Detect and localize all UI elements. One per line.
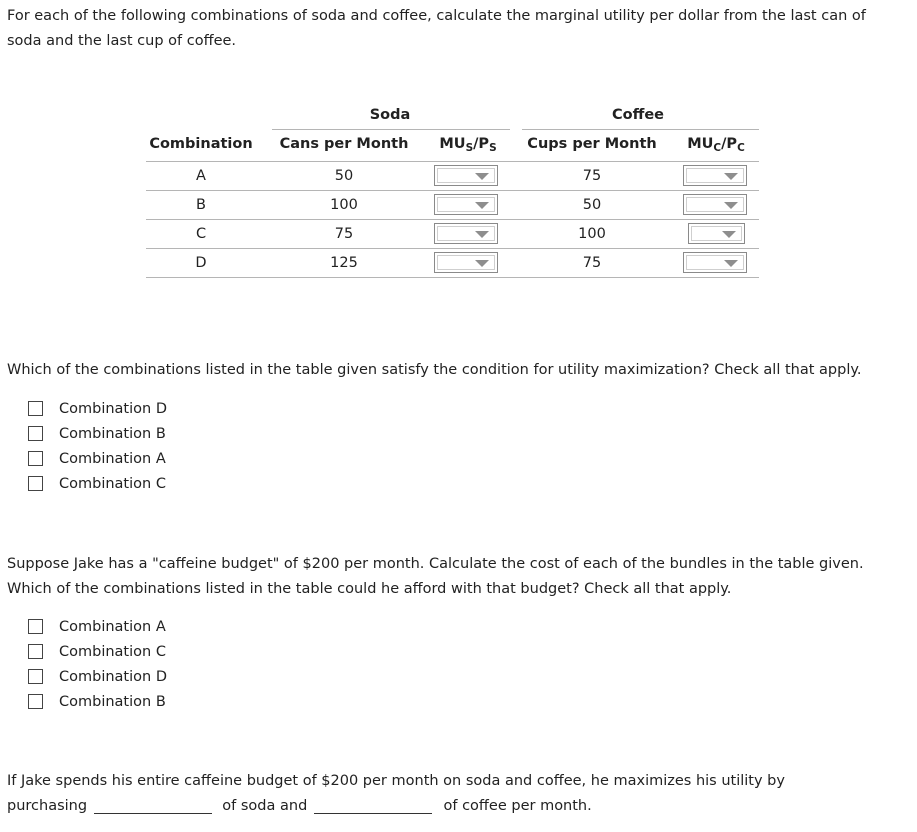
col-header-cups: Cups per Month [527,136,657,152]
table-header-rule [146,161,759,162]
q3-option-4[interactable] [28,689,166,714]
checkbox[interactable] [28,619,43,634]
utility-table [0,0,917,300]
row-c-mu-soda-dropdown[interactable] [434,223,498,244]
q3-option-3-label: Combination D [59,668,167,685]
q3-option-1[interactable] [28,614,166,639]
col-header-mu-soda: $MU_S/P_S$ [439,136,497,154]
row-d-cans: 125 [330,255,358,271]
chevron-down-icon [722,231,736,238]
question-fill-in-line-2 [7,794,785,819]
intro-line-1: For each of the following combinations of soda and coffee, calculate the marginal utility per dollar from the last can of [7,8,866,24]
row-rule [146,219,759,220]
row-b-mu-soda-dropdown[interactable] [434,194,498,215]
row-a-cans: 50 [334,168,354,184]
fill-in-suffix: of coffee per month. [443,798,592,814]
q2-option-4[interactable] [28,471,166,496]
q2-option-3-label: Combination A [59,450,166,467]
question-utility-max: Which of the combinations listed in the table given satisfy the condition for utility maximization? Check all that apply. [7,362,862,378]
soda-group-header: Soda [369,107,411,123]
soda-quantity-blank[interactable] [94,795,212,814]
row-rule [146,190,759,191]
q2-option-3[interactable] [28,446,166,471]
question-fill-in [7,769,785,819]
q3-option-2-label: Combination C [59,643,166,660]
row-a-mu-coffee-dropdown[interactable] [683,165,747,186]
question-fill-in-line-1: If Jake spends his entire caffeine budget of $200 per month on soda and coffee, he maximizes his utility by [7,773,785,789]
q2-option-1-label: Combination D [59,400,167,417]
row-rule [146,248,759,249]
chevron-down-icon [724,260,738,267]
fill-in-middle: of soda and [222,798,308,814]
row-d-mu-soda-dropdown[interactable] [434,252,498,273]
row-c-cups: 100 [578,226,606,242]
row-c-combination: C [195,226,207,242]
row-b-combination: B [196,197,206,213]
col-header-cans: Cans per Month [279,136,409,152]
q2-option-1[interactable] [28,396,167,421]
checkbox[interactable] [28,451,43,466]
row-a-mu-soda-dropdown[interactable] [434,165,498,186]
chevron-down-icon [475,231,489,238]
checkbox[interactable] [28,644,43,659]
checkbox[interactable] [28,669,43,684]
row-b-mu-coffee-dropdown[interactable] [683,194,747,215]
row-b-cups: 50 [582,197,602,213]
col-header-combination: Combination [149,136,253,152]
chevron-down-icon [724,202,738,209]
q3-option-3[interactable] [28,664,167,689]
checkbox[interactable] [28,694,43,709]
row-c-mu-coffee-dropdown[interactable] [688,223,745,244]
q3-option-2[interactable] [28,639,166,664]
coffee-quantity-blank[interactable] [314,795,432,814]
row-d-mu-coffee-dropdown[interactable] [683,252,747,273]
q2-option-2-label: Combination B [59,425,166,442]
q2-option-4-label: Combination C [59,475,166,492]
checkbox[interactable] [28,426,43,441]
chevron-down-icon [724,173,738,180]
row-d-cups: 75 [582,255,602,271]
row-a-cups: 75 [582,168,602,184]
intro-line-2: soda and the last cup of coffee. [7,33,237,49]
row-c-cans: 75 [334,226,354,242]
row-b-cans: 100 [330,197,358,213]
coffee-group-header: Coffee [611,107,665,123]
coffee-group-rule [522,129,759,130]
table-bottom-rule [146,277,759,278]
q3-option-1-label: Combination A [59,618,166,635]
chevron-down-icon [475,173,489,180]
checkbox[interactable] [28,401,43,416]
question-budget [7,552,864,602]
question-budget-line-1: Suppose Jake has a "caffeine budget" of $200 per month. Calculate the cost of each of the bundles in the table given. [7,556,864,572]
fill-in-prefix: purchasing [7,798,88,814]
checkbox[interactable] [28,476,43,491]
chevron-down-icon [475,260,489,267]
col-header-mu-coffee: $MU_C/P_C$ [687,136,745,154]
soda-group-rule [272,129,510,130]
q2-option-2[interactable] [28,421,166,446]
row-a-combination: A [196,168,206,184]
question-budget-line-2: Which of the combinations listed in the table could he afford with that budget? Check all that apply. [7,581,732,597]
row-d-combination: D [195,255,207,271]
chevron-down-icon [475,202,489,209]
q3-option-4-label: Combination B [59,693,166,710]
